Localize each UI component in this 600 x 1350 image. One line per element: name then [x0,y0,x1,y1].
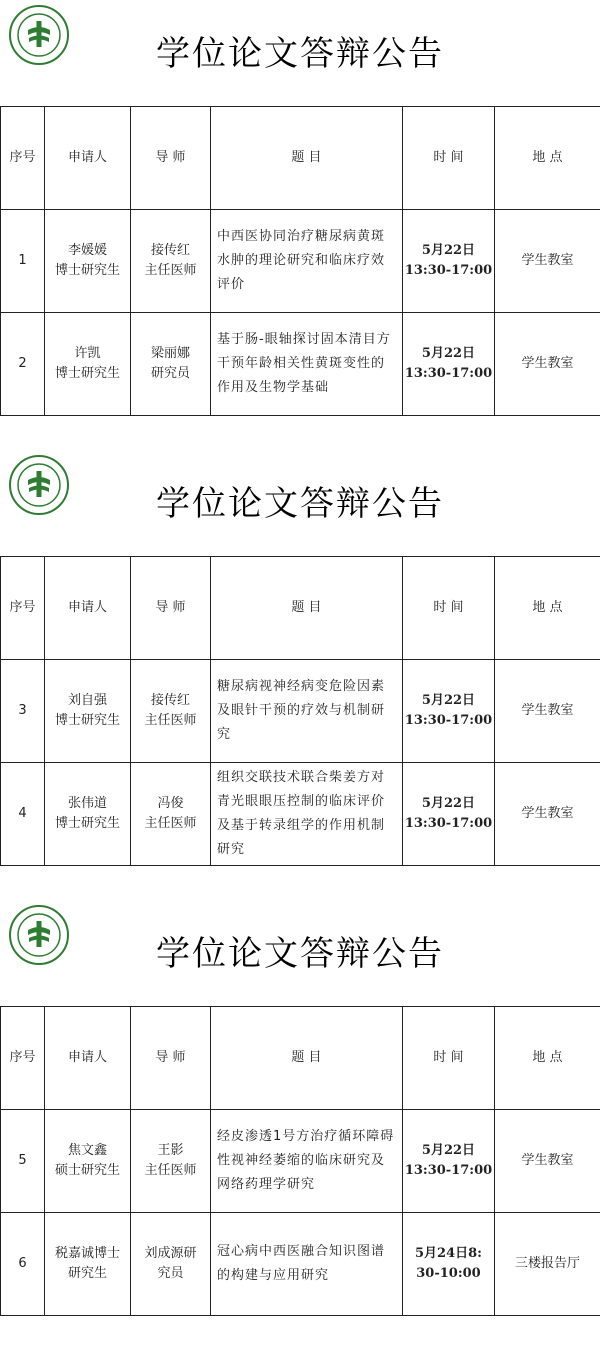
row-topic: 冠心病中西医融合知识图谱的构建与应用研究 [211,1213,403,1316]
time-date: 5月22日 [421,346,476,361]
announcement-section-1 [0,0,600,450]
row-no: 4 [1,763,45,866]
row-applicant [45,1213,131,1316]
header-advisor: 导 师 [131,1007,211,1110]
row-time [403,1213,495,1316]
row-time [403,763,495,866]
applicant-name: 焦文鑫 [67,1143,107,1158]
advisor-name: 梁丽娜 [150,346,190,361]
table-row [1,1213,600,1316]
advisor-name: 刘成源研 [144,1246,197,1261]
row-applicant [45,763,131,866]
applicant-degree: 博士研究生 [54,816,120,831]
row-applicant [45,660,131,763]
announcement-title: 学位论文答辩公告 [156,34,444,74]
row-place: 学生教室 [495,313,600,416]
header-advisor: 导 师 [131,557,211,660]
applicant-name: 张伟道 [67,796,107,811]
header-applicant: 申请人 [45,557,131,660]
applicant-name: 许凯 [74,346,101,361]
row-place: 学生教室 [495,660,600,763]
header-no: 序号 [1,1007,45,1110]
defense-table [0,556,600,866]
advisor-name: 王影 [157,1143,184,1158]
time-date: 5月22日 [421,1143,476,1158]
time-date: 5月24日8: [415,1246,482,1261]
header-topic: 题 目 [211,107,403,210]
table-header-row [1,557,600,660]
row-topic: 基于肠-眼轴探讨固本清目方干预年龄相关性黄斑变性的作用及生物学基础 [211,313,403,416]
header-topic: 题 目 [211,557,403,660]
header-time: 时 间 [403,1007,495,1110]
advisor-title: 主任医师 [144,1163,197,1178]
row-no: 2 [1,313,45,416]
row-no: 1 [1,210,45,313]
time-date: 5月22日 [421,693,476,708]
applicant-degree: 研究生 [67,1266,107,1281]
row-time [403,1110,495,1213]
applicant-degree: 硕士研究生 [54,1163,120,1178]
advisor-name: 接传红 [150,693,190,708]
header-place: 地 点 [495,107,600,210]
table-header-row [1,1007,600,1110]
row-advisor [131,210,211,313]
row-applicant [45,1110,131,1213]
header-place: 地 点 [495,1007,600,1110]
advisor-title: 主任医师 [144,713,197,728]
row-advisor [131,763,211,866]
advisor-title: 主任医师 [144,263,197,278]
row-no: 5 [1,1110,45,1213]
applicant-name: 刘自强 [67,693,107,708]
advisor-title: 主任医师 [144,816,197,831]
advisor-name: 接传红 [150,243,190,258]
row-time [403,210,495,313]
row-place: 学生教室 [495,763,600,866]
table-row [1,313,600,416]
row-applicant [45,313,131,416]
header-place: 地 点 [495,557,600,660]
row-time [403,660,495,763]
row-topic: 糖尿病视神经病变危险因素及眼针干预的疗效与机制研究 [211,660,403,763]
header-applicant: 申请人 [45,1007,131,1110]
row-advisor [131,1110,211,1213]
table-row [1,210,600,313]
table-row [1,660,600,763]
header-applicant: 申请人 [45,107,131,210]
time-range: 13:30-17:00 [404,816,493,831]
row-topic: 组织交联技术联合柴姜方对青光眼眼压控制的临床评价及基于转录组学的作用机制研究 [211,763,403,866]
applicant-name: 税嘉诚博士 [54,1246,120,1261]
applicant-name: 李媛媛 [67,243,107,258]
row-place: 学生教室 [495,210,600,313]
time-range: 13:30-17:00 [404,366,493,381]
time-date: 5月22日 [421,796,476,811]
row-topic: 中西医协同治疗糖尿病黄斑水肿的理论研究和临床疗效评价 [211,210,403,313]
announcement-section-3 [0,900,600,1350]
defense-table [0,1006,600,1316]
advisor-title: 究员 [157,1266,184,1281]
header-time: 时 间 [403,557,495,660]
row-applicant [45,210,131,313]
time-range: 30-10:00 [416,1266,481,1281]
time-range: 13:30-17:00 [404,713,493,728]
time-date: 5月22日 [421,243,476,258]
table-row [1,1110,600,1213]
advisor-name: 冯俊 [157,796,184,811]
row-time [403,313,495,416]
row-advisor [131,660,211,763]
row-no: 3 [1,660,45,763]
advisor-title: 研究员 [150,366,190,381]
announcement-title: 学位论文答辩公告 [156,484,444,524]
announcement-title: 学位论文答辩公告 [156,934,444,974]
row-place: 三楼报告厅 [495,1213,600,1316]
time-range: 13:30-17:00 [404,1163,493,1178]
applicant-degree: 博士研究生 [54,263,120,278]
applicant-degree: 博士研究生 [54,713,120,728]
header-time: 时 间 [403,107,495,210]
announcement-section-2 [0,450,600,900]
table-header-row [1,107,600,210]
row-advisor [131,1213,211,1316]
row-topic: 经皮渗透1号方治疗循环障碍性视神经萎缩的临床研究及网络药理学研究 [211,1110,403,1213]
table-row [1,763,600,866]
row-no: 6 [1,1213,45,1316]
applicant-degree: 博士研究生 [54,366,120,381]
header-no: 序号 [1,557,45,660]
header-topic: 题 目 [211,1007,403,1110]
row-place: 学生教室 [495,1110,600,1213]
defense-table [0,106,600,416]
time-range: 13:30-17:00 [404,263,493,278]
header-advisor: 导 师 [131,107,211,210]
header-no: 序号 [1,107,45,210]
row-advisor [131,313,211,416]
